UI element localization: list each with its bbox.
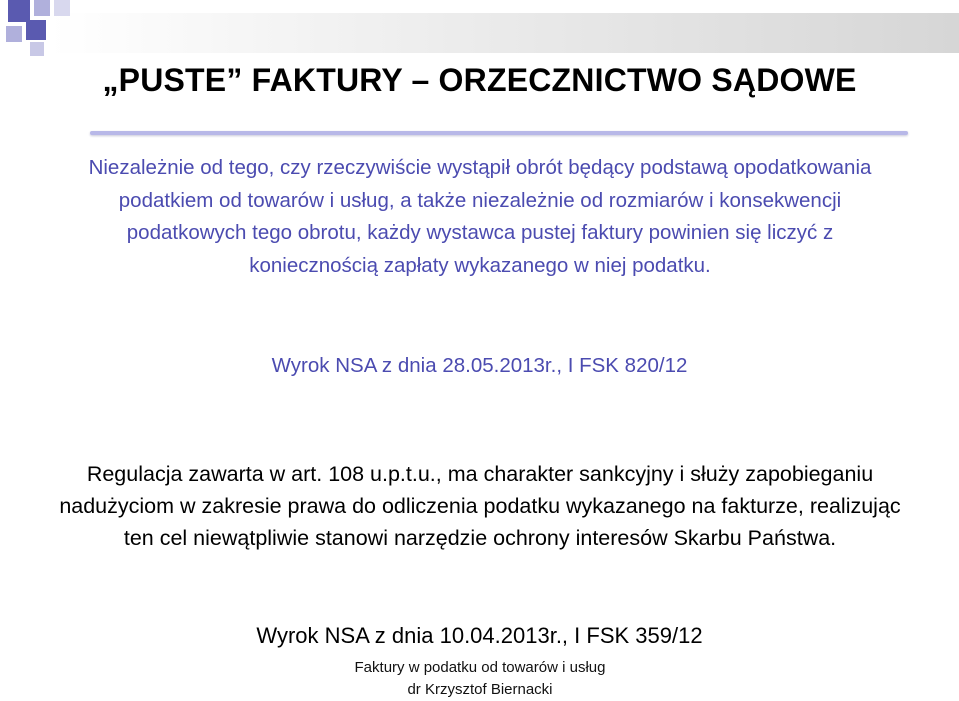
slide-footer — [280, 657, 680, 701]
quote-1-reference: Wyrok NSA z dnia 28.05.2013r., I FSK 820/12 — [271, 354, 688, 377]
deco-square — [54, 0, 70, 16]
slide-title: „PUSTE” FAKTURY – ORZECZNICTWO SĄDOWE — [102, 62, 857, 98]
header-decoration — [0, 0, 959, 60]
footer-line-2: dr Krzysztof Biernacki — [407, 681, 553, 698]
quote-1-text: Niezależnie od tego, czy rzeczywiście wystąpił obrót będący podstawą opodatkowania podatkiem od towarów i usług, a także niezależnie od rozmiarów i konsekwencji podatkowych tego obrotu, każdy wystawca pustej faktury powinien się liczyć z koniecznością zapłaty wykazanego w niej podatku. — [88, 156, 872, 277]
deco-square — [8, 0, 30, 22]
title-underline — [90, 131, 908, 135]
deco-square — [34, 0, 50, 16]
footer-line-1: Faktury w podatku od towarów i usług — [354, 659, 606, 676]
header-gradient-band — [50, 13, 959, 53]
deco-square — [6, 26, 22, 42]
deco-square — [26, 20, 46, 40]
quote-2-text: Regulacja zawarta w art. 108 u.p.t.u., ma charakter sankcyjny i służy zapobieganiu nadużyciom w zakresie prawa do odliczenia podatku wykazanego na fakturze, realizując ten cel niewątpliwie stanowi narzędzie ochrony interesów Skarbu Państwa. — [59, 462, 901, 550]
deco-square — [30, 42, 44, 56]
quote-2-reference: Wyrok NSA z dnia 10.04.2013r., I FSK 359/12 — [256, 623, 703, 648]
